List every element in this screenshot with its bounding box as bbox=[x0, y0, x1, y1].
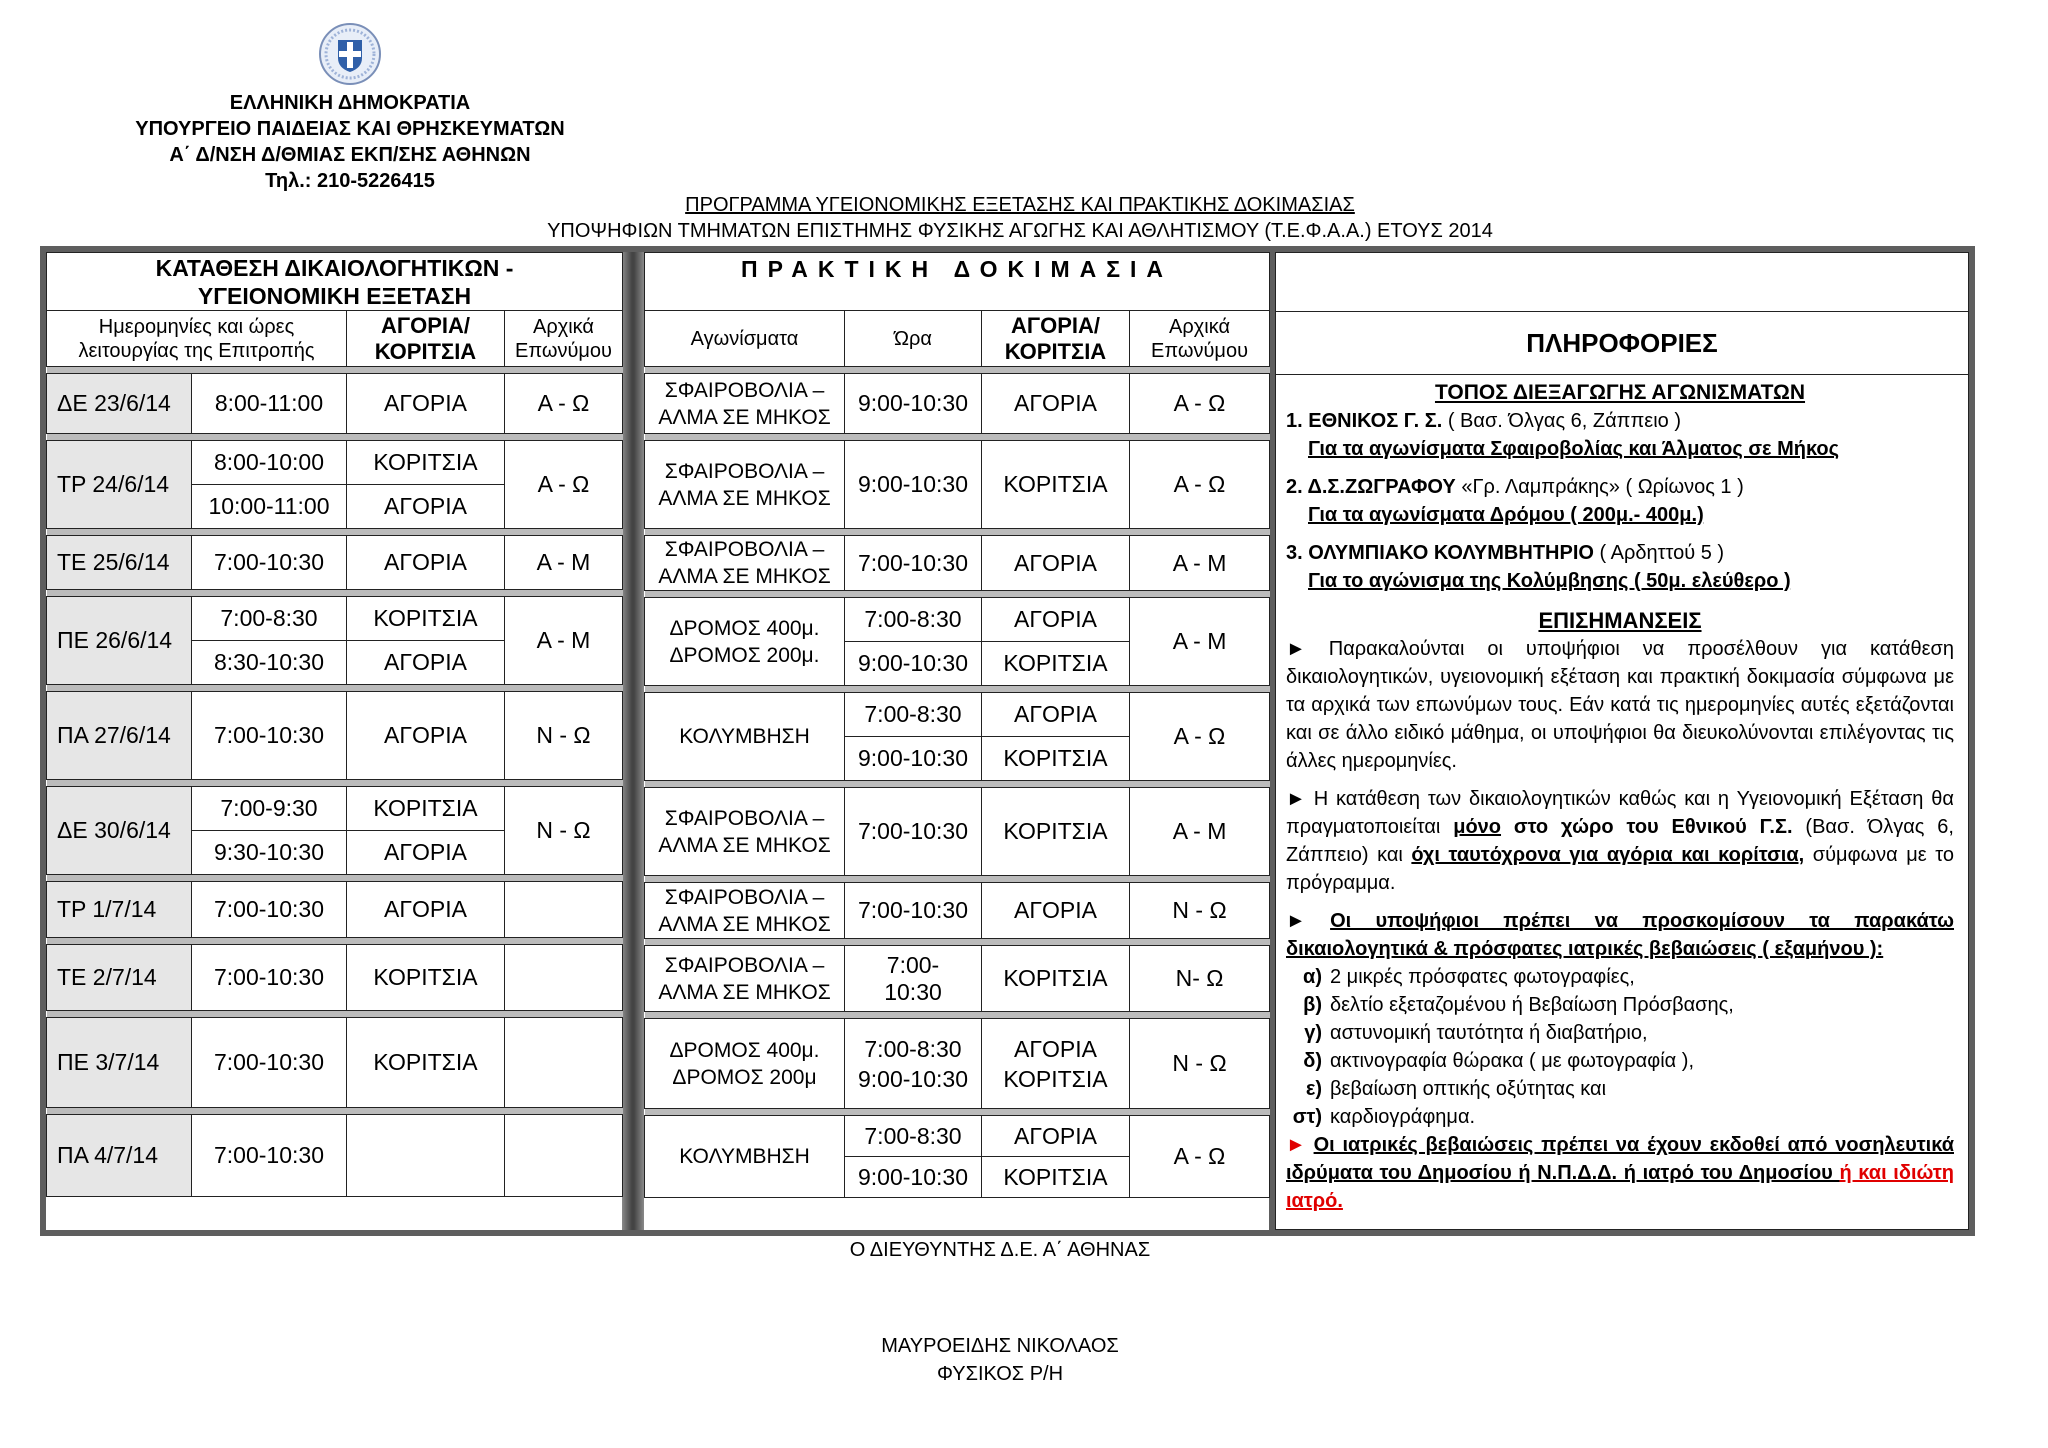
header-phone: Τηλ.: 210-5226415 bbox=[265, 170, 435, 192]
venue-2: 2. Δ.Σ.ΖΩΓΡΑΦΟΥ «Γρ. Λαμπράκης» ( Ωρίωνος 1 ) bbox=[1286, 476, 1744, 498]
venue-3: 3. ΟΛΥΜΠΙΑΚΟ ΚΟΛΥΜΒΗΤΗΡΙΟ ( Αρδηττού 5 ) bbox=[1286, 542, 1725, 564]
documents-list bbox=[1286, 963, 1954, 1131]
table-row: ΣΦΑΙΡΟΒΟΛΙΑ – ΑΛΜΑ ΣΕ ΜΗΚΟΣ 7:00-10:30 ΚΟΡΙΤΣΙΑ Α - Μ bbox=[645, 788, 1270, 876]
table-row: ΠΑ 4/7/14 7:00-10:30 bbox=[47, 1115, 623, 1197]
table-row: ΠΑ 27/6/14 7:00-10:30 ΑΓΟΡΙΑ Ν - Ω bbox=[47, 692, 623, 780]
info-title: ΠΛΗΡΟΦΟΡΙΕΣ bbox=[1276, 312, 1968, 375]
table-row: ΤΕ 25/6/14 7:00-10:30 ΑΓΟΡΙΑ Α - Μ bbox=[47, 536, 623, 590]
col-header-initials: Αρχικά Επωνύμου bbox=[1130, 311, 1270, 367]
document-subtitle: ΥΠΟΨΗΦΙΩΝ ΤΜΗΜΑΤΩΝ ΕΠΙΣΤΗΜΗΣ ΦΥΣΙΚΗΣ ΑΓΩΓΗΣ ΚΑΙ ΑΘΛΗΤΙΣΜΟΥ (Τ.Ε.Φ.Α.Α.) ΕΤΟΥΣ 2014 bbox=[547, 220, 1493, 242]
list-item: α) 2 μικρές πρόσφατες φωτογραφίες, bbox=[1303, 966, 1635, 988]
table-row: ΤΡ 1/7/14 7:00-10:30 ΑΓΟΡΙΑ bbox=[47, 882, 623, 938]
submission-title: ΚΑΤΑΘΕΣΗ ΔΙΚΑΙΟΛΟΓΗΤΙΚΩΝ - bbox=[155, 254, 514, 281]
notes-title: ΕΠΙΣΗΜΑΝΣΕΙΣ bbox=[1538, 608, 1702, 633]
note-4: ► Οι ιατρικές βεβαιώσεις πρέπει να έχουν εκδοθεί από νοσηλευτικά ιδρύματα του Δημοσίου ή Ν.Π.Δ.Δ. ή ιατρό του Δημοσίου ή και ιδιώτη ιατρό. bbox=[1286, 1134, 1954, 1212]
venue-2-note: Για τα αγωνίσματα Δρόμου ( 200μ.- 400μ.) bbox=[1308, 504, 1704, 526]
venue-3-note: Για το αγώνισμα της Κολύμβησης ( 50μ. ελεύθερο ) bbox=[1308, 570, 1791, 592]
note-1: ► Παρακαλούνται οι υποψήφιοι να προσέλθουν για κατάθεση δικαιολογητικών, υγειονομική εξέταση και πρακτική δοκιμασία σύμφωνα με τα αρχικά των επωνύμων τους. Εάν κατά τις ημερομηνίες αυτές εξετάζονται και σε άλλο ειδικό μάθημα, οι υποψήφιοι θα διευκολύνονται επιλέγοντας τις άλλες ημερομηνίες. bbox=[1286, 638, 1954, 772]
venues-title: ΤΟΠΟΣ ΔΙΕΞΑΓΩΓΗΣ ΑΓΩΝΙΣΜΑΤΩΝ bbox=[1434, 381, 1806, 404]
table-row: 9:00-10:30 ΚΟΡΙΤΣΙΑ bbox=[645, 642, 1270, 686]
greek-emblem-icon bbox=[318, 22, 382, 86]
col-header-time: Ώρα bbox=[845, 311, 982, 367]
table-row: 10:00-11:00 ΑΓΟΡΙΑ bbox=[47, 485, 623, 529]
info-body bbox=[1276, 375, 1968, 1215]
table-row: ΔΕ 30/6/14 7:00-9:30 ΚΟΡΙΤΣΙΑ Ν - Ω bbox=[47, 787, 623, 831]
venue-1: 1. ΕΘΝΙΚΟΣ Γ. Σ. ( Βασ. Όλγας 6, Ζάππειο ) bbox=[1286, 410, 1681, 432]
info-panel bbox=[1275, 252, 1969, 1230]
practical-schedule-table bbox=[644, 252, 1270, 1198]
column-divider bbox=[622, 252, 644, 1230]
table-row: ΔΡΟΜΟΣ 400μ. ΔΡΟΜΟΣ 200μ 7:00-8:30 9:00-10:30 ΑΓΟΡΙΑ ΚΟΡΙΤΣΙΑ Ν - Ω bbox=[645, 1019, 1270, 1109]
table-row: ΤΡ 24/6/14 8:00-10:00 ΚΟΡΙΤΣΙΑ Α - Ω bbox=[47, 441, 623, 485]
director-title: Ο ΔΙΕΥΘΥΝΤΗΣ Δ.Ε. Α΄ ΑΘΗΝΑΣ bbox=[849, 1239, 1151, 1261]
practical-test-panel bbox=[644, 252, 1269, 1230]
header-line-2: ΥΠΟΥΡΓΕΙΟ ΠΑΙΔΕΙΑΣ ΚΑΙ ΘΡΗΣΚΕΥΜΑΤΩΝ bbox=[135, 118, 565, 140]
table-row: 9:00-10:30 ΚΟΡΙΤΣΙΑ bbox=[645, 737, 1270, 781]
table-row: ΔΕ 23/6/14 8:00-11:00 ΑΓΟΡΙΑ Α - Ω bbox=[47, 374, 623, 434]
table-row: 9:00-10:30 ΚΟΡΙΤΣΙΑ bbox=[645, 1157, 1270, 1198]
table-row: ΣΦΑΙΡΟΒΟΛΙΑ – ΑΛΜΑ ΣΕ ΜΗΚΟΣ 9:00-10:30 ΚΟΡΙΤΣΙΑ Α - Ω bbox=[645, 441, 1270, 529]
table-row: ΣΦΑΙΡΟΒΟΛΙΑ – ΑΛΜΑ ΣΕ ΜΗΚΟΣ 9:00-10:30 ΑΓΟΡΙΑ Α - Ω bbox=[645, 374, 1270, 434]
table-row: ΠΕ 26/6/14 7:00-8:30 ΚΟΡΙΤΣΙΑ Α - Μ bbox=[47, 597, 623, 641]
table-row: ΔΡΟΜΟΣ 400μ. ΔΡΟΜΟΣ 200μ. 7:00-8:30 ΑΓΟΡΙΑ Α - Μ bbox=[645, 598, 1270, 642]
table-row: ΣΦΑΙΡΟΒΟΛΙΑ – ΑΛΜΑ ΣΕ ΜΗΚΟΣ 7:00-10:30 ΑΓΟΡΙΑ Α - Μ bbox=[645, 536, 1270, 591]
list-item: στ) καρδιογράφημα. bbox=[1292, 1106, 1476, 1128]
col-header-gender: ΑΓΟΡΙΑ/ ΚΟΡΙΤΣΙΑ bbox=[347, 311, 505, 367]
col-header-dates: Ημερομηνίες και ώρες λειτουργίας της Επιτροπής bbox=[47, 311, 347, 367]
practical-title: ΠΡΑΚΤΙΚΗ ΔΟΚΙΜΑΣΙΑ bbox=[741, 256, 1174, 282]
list-item: β) δελτίο εξεταζομένου ή Βεβαίωση Πρόσβασης, bbox=[1303, 994, 1734, 1016]
document-title: ΠΡΟΓΡΑΜΜΑ ΥΓΕΙΟΝΟΜΙΚΗΣ ΕΞΕΤΑΣΗΣ ΚΑΙ ΠΡΑΚΤΙΚΗΣ ΔΟΚΙΜΑΣΙΑΣ bbox=[685, 194, 1355, 216]
col-header-gender: ΑΓΟΡΙΑ/ ΚΟΡΙΤΣΙΑ bbox=[982, 311, 1130, 367]
submission-title-2: ΥΓΕΙΟΝΟΜΙΚΗ ΕΞΕΤΑΣΗ bbox=[197, 282, 472, 309]
submission-schedule-table bbox=[46, 252, 623, 1197]
list-item: δ) ακτινογραφία θώρακα ( με φωτογραφία ), bbox=[1303, 1050, 1694, 1072]
submission-panel bbox=[46, 252, 622, 1230]
header-line-1: ΕΛΛΗΝΙΚΗ ΔΗΜΟΚΡΑΤΙΑ bbox=[229, 92, 471, 114]
table-row: ΚΟΛΥΜΒΗΣΗ 7:00-8:30 ΑΓΟΡΙΑ Α - Ω bbox=[645, 693, 1270, 737]
table-row: ΠΕ 3/7/14 7:00-10:30 ΚΟΡΙΤΣΙΑ bbox=[47, 1018, 623, 1108]
info-header-blank bbox=[1276, 253, 1968, 312]
table-row: ΣΦΑΙΡΟΒΟΛΙΑ – ΑΛΜΑ ΣΕ ΜΗΚΟΣ 7:00- 10:30 ΚΟΡΙΤΣΙΑ Ν- Ω bbox=[645, 946, 1270, 1012]
note-3: ► Οι υποψήφιοι πρέπει να προσκομίσουν τα παρακάτω δικαιολογητικά & πρόσφατες ιατρικές βεβαιώσεις ( εξαμήνου ): bbox=[1286, 910, 1955, 960]
header-line-3: Α΄ Δ/ΝΣΗ Δ/ΘΜΙΑΣ ΕΚΠ/ΣΗΣ ΑΘΗΝΩΝ bbox=[169, 144, 531, 166]
col-header-events: Αγωνίσματα bbox=[645, 311, 845, 367]
list-item: γ) αστυνομική ταυτότητα ή διαβατήριο, bbox=[1304, 1022, 1648, 1044]
venue-1-note: Για τα αγωνίσματα Σφαιροβολίας και Άλματος σε Μήκος bbox=[1308, 438, 1840, 460]
table-row: ΣΦΑΙΡΟΒΟΛΙΑ – ΑΛΜΑ ΣΕ ΜΗΚΟΣ 7:00-10:30 ΑΓΟΡΙΑ Ν - Ω bbox=[645, 883, 1270, 939]
signatory-role: ΦΥΣΙΚΟΣ Ρ/Η bbox=[936, 1363, 1064, 1385]
signatory-name: ΜΑΥΡΟΕΙΔΗΣ ΝΙΚΟΛΑΟΣ bbox=[881, 1335, 1119, 1357]
list-item: ε) βεβαίωση οπτικής οξύτητας και bbox=[1305, 1078, 1607, 1100]
table-row: ΤΕ 2/7/14 7:00-10:30 ΚΟΡΙΤΣΙΑ bbox=[47, 945, 623, 1011]
note-2: ► Η κατάθεση των δικαιολογητικών καθώς και η Υγειονομική Εξέταση θα πραγματοποιείται μόνο στο χώρο του Εθνικού Γ.Σ. (Βασ. Όλγας 6, Ζάππειο) και όχι ταυτόχρονα για αγόρια και κορίτσια, σύμφωνα με το πρόγραμμα. bbox=[1286, 788, 1954, 894]
table-row: 9:30-10:30 ΑΓΟΡΙΑ bbox=[47, 831, 623, 875]
table-row: ΚΟΛΥΜΒΗΣΗ 7:00-8:30 ΑΓΟΡΙΑ Α - Ω bbox=[645, 1116, 1270, 1157]
table-row: 8:30-10:30 ΑΓΟΡΙΑ bbox=[47, 641, 623, 685]
col-header-initials: Αρχικά Επωνύμου bbox=[505, 311, 623, 367]
